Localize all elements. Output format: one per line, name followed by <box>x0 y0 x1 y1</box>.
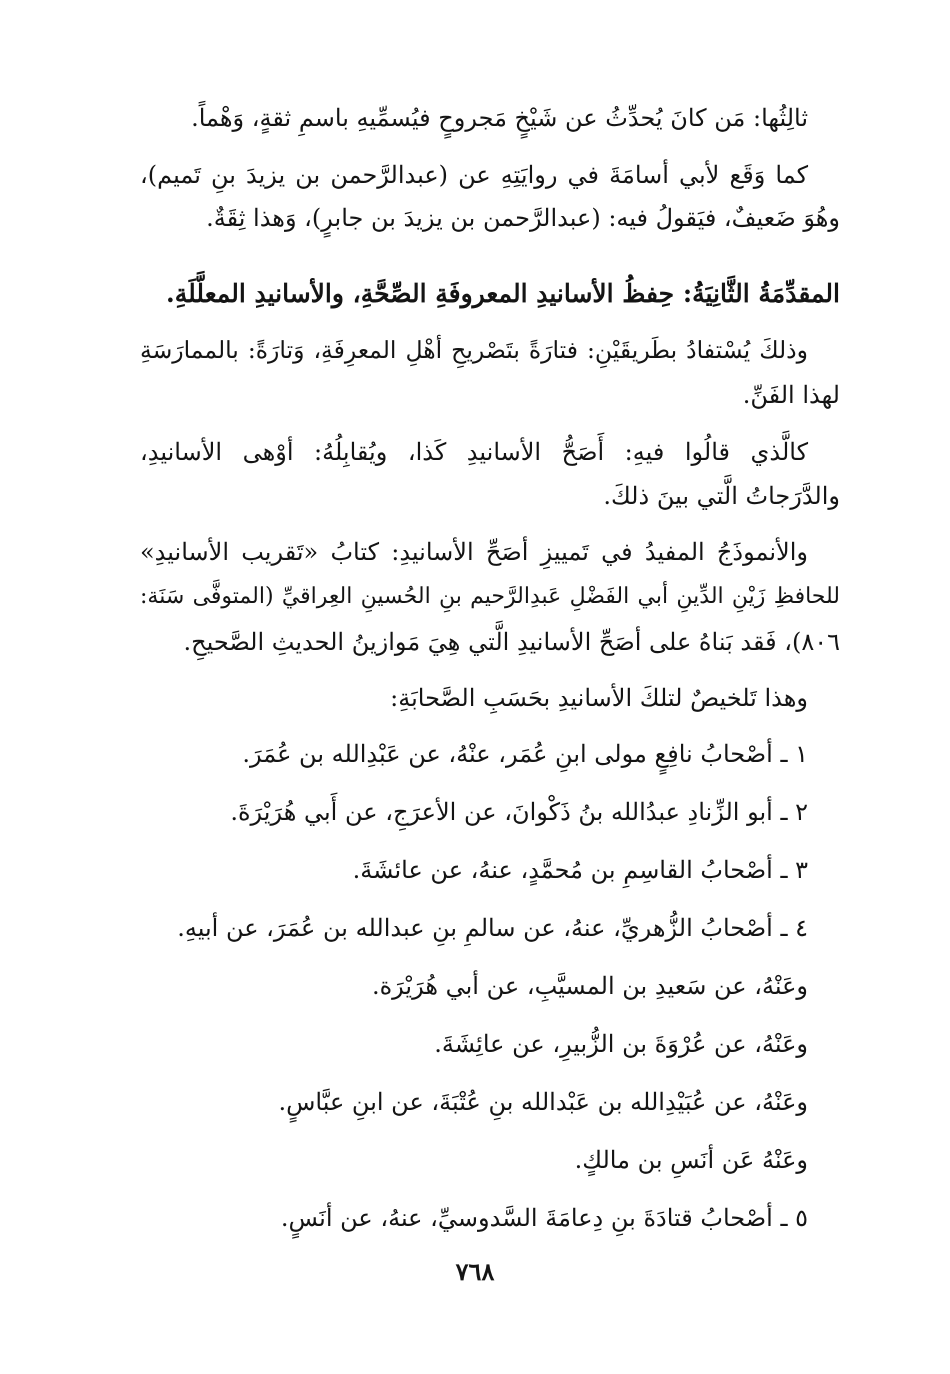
text-line: لهذا الفَنِّ. <box>742 381 840 409</box>
text-line: والدَّرَجاتُ الَّتي بينَ ذلكَ. <box>603 482 840 510</box>
list-item: ١ ـ أصْحابُ نافِعٍ مولى ابنِ عُمَر، عنْهُ، عن عَبْدِالله بن عُمَرَ. <box>242 740 808 768</box>
text-line: وهُوَ ضَعيفٌ، فيَقولُ فيه: (عبدالرَّحمن بن يزيدَ بن جابرٍ)، وَهذا ثِقَةٌ. <box>206 204 840 232</box>
text-line: ٨٠٦)، فَقد بَناهُ على أصَحِّ الأسانيدِ الَّتي هِيَ مَوازينُ الحديثِ الصَّحيحِ. <box>183 628 840 656</box>
list-item: ٢ ـ أبو الزِّنادِ عبدُالله بنُ ذَكْوانَ، عن الأعرَجِ، عن أَبي هُرَيْرَةَ. <box>230 798 808 826</box>
text-line: والأنموذَجُ المفيدُ في تَمييزِ أصَحِّ الأسانيدِ: كتابُ «تَقريب الأسانيدِ» <box>140 538 808 566</box>
list-item: وعَنْهُ، عن سَعيدِ بن المسيَّبِ، عن أبي هُرَيْرَة. <box>371 972 808 1000</box>
list-item: ٥ ـ أصْحابُ قتادَةَ بنِ دِعامَةَ السَّدوسيِّ، عنهُ، عن أنَسٍ. <box>280 1204 808 1232</box>
list-item: وعَنْهُ، عن عُبَيْدِالله بن عَبْدالله بنِ عُتْبَةَ، عن ابنِ عبَّاسٍ. <box>278 1088 808 1116</box>
text-line: كالَّذي قالُوا فيهِ: أَصَحُّ الأسانيدِ كَذا، ويُقابِلُهُ: أوْهى الأسانيدِ، <box>140 438 808 466</box>
list-item: وعَنْهُ، عن عُرْوَةَ بن الزُّبيرِ، عن عائِشَةَ. <box>434 1030 808 1058</box>
list-item: وعَنْهُ عَن أنَسِ بن مالكٍ. <box>574 1146 808 1174</box>
text-line: للحافظِ زَيْنِ الدِّينِ أبي الفَضْلِ عَبدِالرَّحيم بنِ الحُسينِ العِراقيِّ (المتوفَّى سَنَة: <box>140 584 840 609</box>
text-line: كما وَقَع لأبي أسامَةَ في روايَتِهِ عن (عبدالرَّحمن بن يزيدَ بنِ تَميم)، <box>140 161 808 189</box>
text-line: ثالِثُها: مَن كانَ يُحدِّثُ عن شَيْخٍ مَجروحٍ فيُسمِّيهِ باسمِ ثقةٍ، وَهْماً. <box>191 104 808 132</box>
page-number: ٧٦٨ <box>455 1257 495 1286</box>
text-line: وهذا تَلخيصٌ لتلكَ الأسانيدِ بحَسَبِ الصَّحابَةِ: <box>390 684 808 712</box>
text-line: وذلكَ يُسْتفادُ بطَريقَيْنِ: فتارَةً بتَصْريحِ أهْلِ المعرِفَةِ، وَتارَةً: بالممارَسَةِ <box>140 336 808 364</box>
list-item: ٤ ـ أصْحابُ الزُّهريِّ، عنهُ، عن سالمِ بنِ عبدالله بن عُمَرَ، عن أبيهِ. <box>177 914 808 942</box>
list-item: ٣ ـ أصْحابُ القاسِمِ بن مُحمَّدٍ، عنهُ، عن عائشَةَ. <box>352 856 808 884</box>
section-heading: المقدِّمَةُ الثَّانِيَةُ: حِفظُ الأسانيدِ المعروفَةِ الصِّحَّةِ، والأسانيدِ المعلَّلَةِ. <box>166 279 840 308</box>
